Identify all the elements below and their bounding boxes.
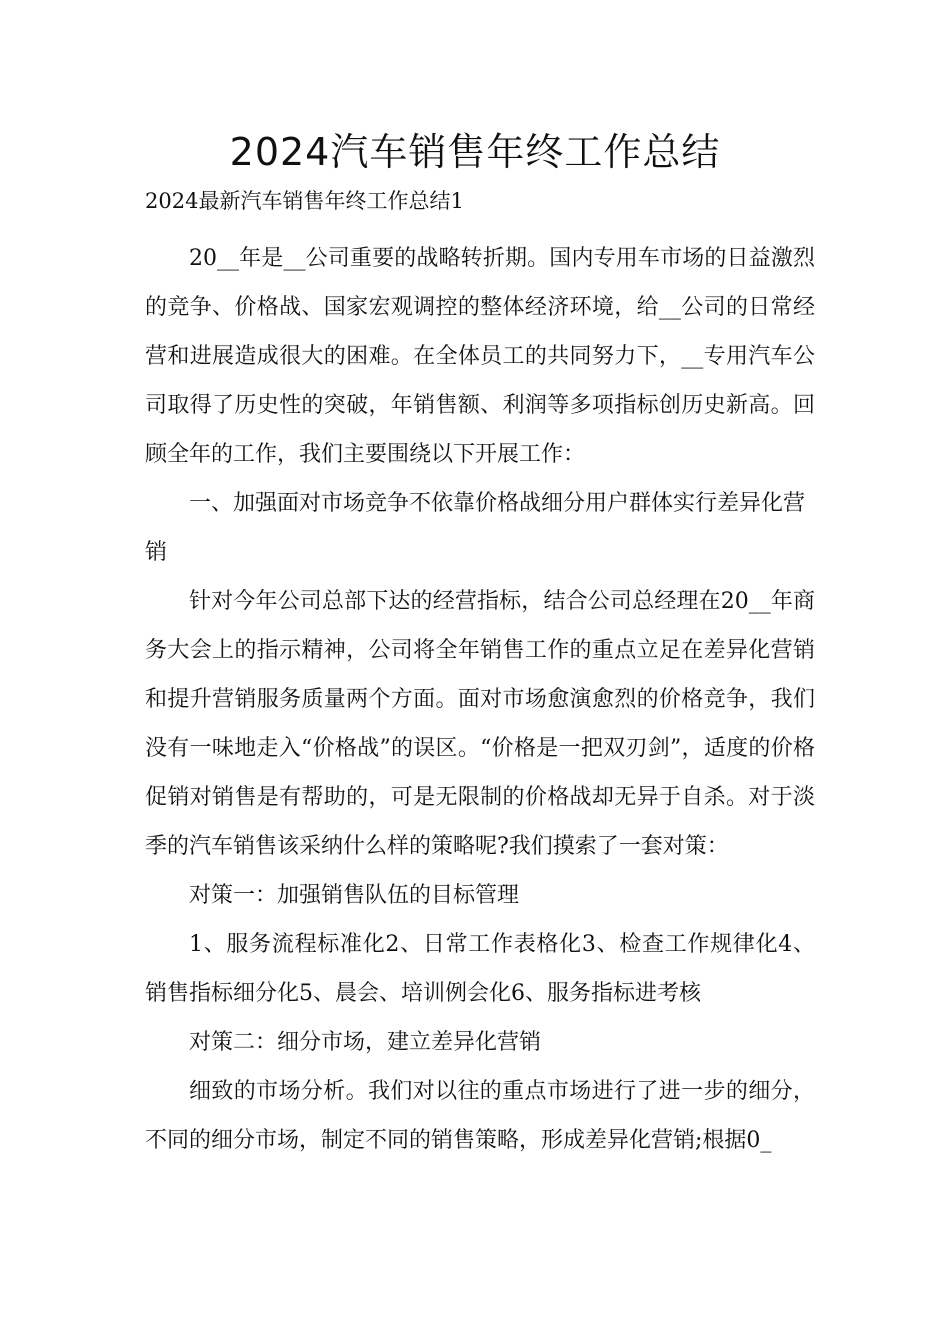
document-subtitle: 2024最新汽车销售年终工作总结1 <box>145 189 464 213</box>
paragraph-strategy: 针对今年公司总部下达的经营指标，结合公司总经理在20__年商务大会上的指示精神，公司将全年销售工作的重点立足在差异化营销和提升营销服务质量两个方面。面对市场愈演愈烈的价格竞争，我们没有一味地走入“价格战”的误区。“价格是一把双刃剑”，适度的价格促销对销售是有帮助的，可是无限制的价格战却无异于自杀。对于淡季的汽车销售该采纳什么样的策略呢?我们摸索了一套对策： <box>145 589 815 859</box>
section-heading-1: 一、加强面对市场竞争不依靠价格战细分用户群体实行差异化营销 <box>145 491 806 565</box>
paragraph-countermeasure-1-list: 1、服务流程标准化2、日常工作表格化3、检查工作规律化4、销售指标细分化5、晨会、培训例会化6、服务指标进考核 <box>145 932 815 1006</box>
paragraph-intro: 20__年是__公司重要的战略转折期。国内专用车市场的日益激烈的竞争、价格战、国家宏观调控的整体经济环境，给__公司的日常经营和进展造成很大的困难。在全体员工的共同努力下，__专用汽车公司取得了历史性的突破，年销售额、利润等多项指标创历史新高。回顾全年的工作，我们主要围绕以下开展工作： <box>145 246 815 467</box>
countermeasure-2-heading: 对策二：细分市场，建立差异化营销 <box>189 1030 542 1055</box>
document-title: 2024汽车销售年终工作总结 <box>229 130 721 174</box>
document-body <box>145 234 815 1165</box>
countermeasure-1-heading: 对策一：加强销售队伍的目标管理 <box>189 883 520 908</box>
paragraph-market-analysis: 细致的市场分析。我们对以往的重点市场进行了进一步的细分，不同的细分市场，制定不同的销售策略，形成差异化营销;根据0_ <box>145 1079 815 1153</box>
